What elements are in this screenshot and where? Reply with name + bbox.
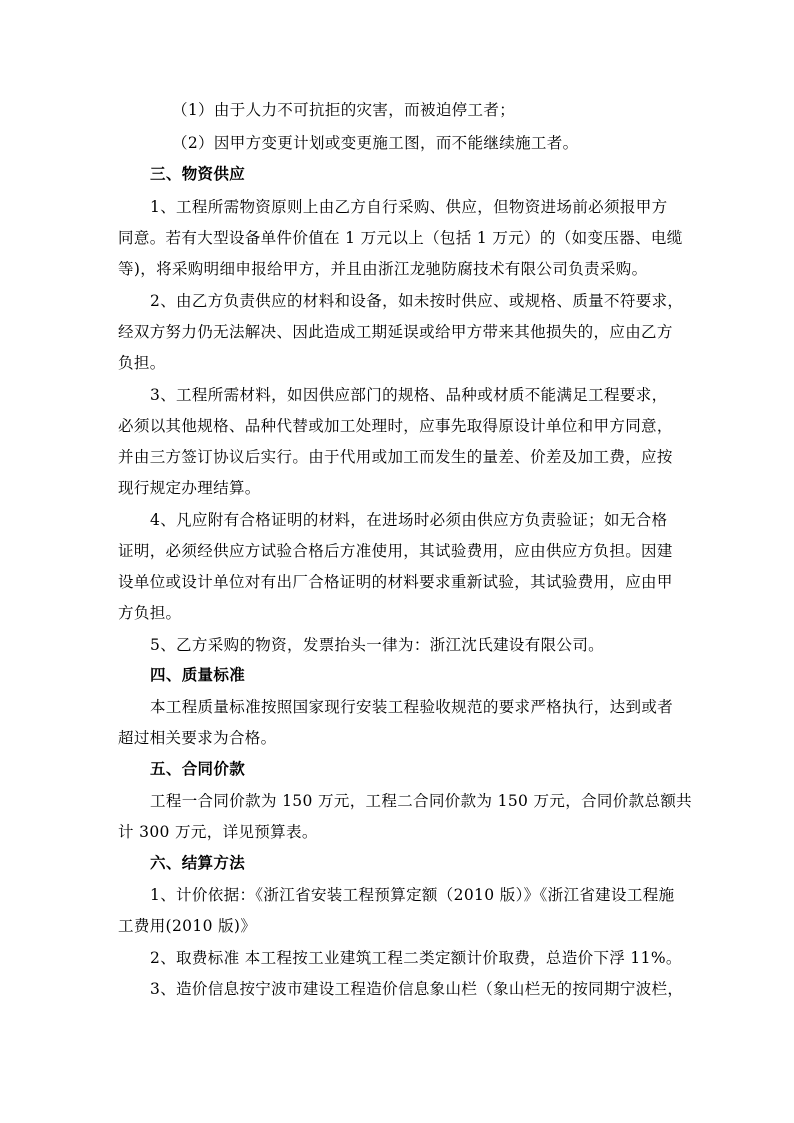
paragraph-line: 证明，必须经供应方试验合格后方准使用，其试验费用，应由供应方负担。因建 (118, 542, 673, 560)
paragraph-line: 必须以其他规格、品种代替或加工处理时，应事先取得原设计单位和甲方同意， (118, 417, 673, 435)
section-heading-price: 五、合同价款 (150, 759, 246, 778)
section-heading-quality: 四、质量标准 (150, 665, 246, 684)
paragraph-line: 2、由乙方负责供应的材料和设备，如未按时供应、或规格、质量不符要求， (150, 292, 684, 310)
paragraph-line: 本工程质量标准按照国家现行安装工程验收规范的要求严格执行，达到或者 (150, 698, 674, 716)
paragraph-line: 3、工程所需材料，如因供应部门的规格、品种或材质不能满足工程要求， (150, 386, 668, 404)
section-heading-supply: 三、物资供应 (150, 164, 246, 183)
section-heading-settlement: 六、结算方法 (150, 853, 246, 872)
paragraph-line: 5、乙方采购的物资，发票抬头一律为：浙江沈氏建设有限公司。 (150, 636, 605, 654)
paragraph-line: 工费用(2010 版)》 (118, 917, 257, 935)
paragraph-line: 现行规定办理结算。 (118, 479, 261, 497)
paragraph-line: 超过相关要求为合格。 (118, 729, 277, 747)
paragraph-line: 1、计价依据：《浙江省安装工程预算定额（2010 版）》《浙江省建设工程施 (150, 886, 675, 904)
paragraph-line: 并由三方签订协议后实行。由于代用或加工而发生的量差、价差及加工费，应按 (118, 448, 673, 466)
paragraph-line: 1、工程所需物资原则上由乙方自行采购、供应，但物资进场前必须报甲方 (150, 198, 668, 216)
paragraph-line: 4、凡应附有合格证明的材料，在进场时必须由供应方负责验证；如无合格 (150, 511, 668, 529)
clause-item-2: （2）因甲方变更计划或变更施工图，而不能继续施工者。 (172, 134, 579, 152)
clause-item-1: （1）由于人力不可抗拒的灾害，而被迫停工者； (172, 101, 516, 119)
paragraph-line: 等)，将采购明细申报给甲方，并且由浙江龙驰防腐技术有限公司负责采购。 (118, 260, 648, 278)
paragraph-line: 经双方努力仍无法解决、因此造成工期延误或给甲方带来其他损失的，应由乙方 (118, 323, 673, 341)
paragraph-line: 同意。若有大型设备单件价值在 1 万元以上（包括 1 万元）的（如变压器、电缆 (118, 229, 683, 247)
paragraph-line: 设单位或设计单位对有出厂合格证明的材料要求重新试验，其试验费用，应由甲 (118, 573, 673, 591)
paragraph-line: 负担。 (118, 354, 166, 372)
paragraph-line: 2、取费标准 本工程按工业建筑工程二类定额计价取费，总造价下浮 11%。 (150, 949, 682, 967)
paragraph-line: 计 300 万元，详见预算表。 (118, 823, 318, 841)
paragraph-line: 3、造价信息按宁波市建设工程造价信息象山栏（象山栏无的按同期宁波栏， (150, 980, 684, 998)
paragraph-line: 方负担。 (118, 604, 182, 622)
paragraph-line: 工程一合同价款为 150 万元，工程二合同价款为 150 万元，合同价款总额共 (150, 792, 693, 810)
